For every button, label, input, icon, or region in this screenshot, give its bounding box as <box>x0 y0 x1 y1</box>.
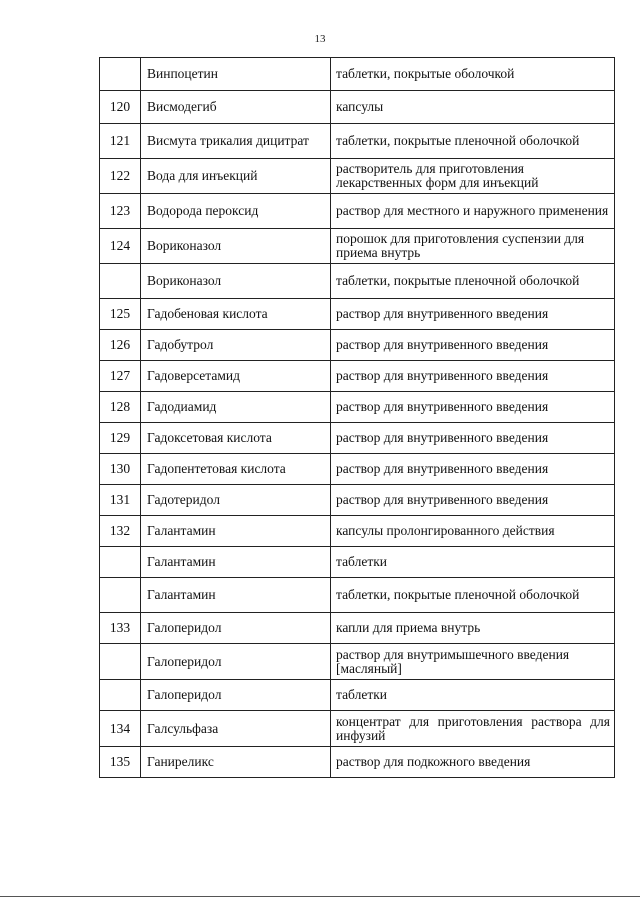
table-row <box>100 680 615 711</box>
drug-name: Гадоксетовая кислота <box>141 423 331 454</box>
dosage-form: порошок для приготовления суспензии для приема внутрь <box>331 229 615 264</box>
table-row <box>100 58 615 91</box>
drug-name: Водорода пероксид <box>141 194 331 229</box>
table-row <box>100 547 615 578</box>
drug-name: Галоперидол <box>141 680 331 711</box>
table-row <box>100 299 615 330</box>
drug-name: Гадобутрол <box>141 330 331 361</box>
table-row <box>100 124 615 159</box>
drug-name: Галоперидол <box>141 644 331 680</box>
row-number: 130 <box>100 454 141 485</box>
dosage-form: раствор для подкожного введения <box>331 747 615 778</box>
dosage-form: таблетки <box>331 547 615 578</box>
row-number <box>100 547 141 578</box>
dosage-form: капсулы <box>331 91 615 124</box>
dosage-form: таблетки, покрытые пленочной оболочкой <box>331 578 615 613</box>
drug-name: Галсульфаза <box>141 711 331 747</box>
drug-name: Гадоверсетамид <box>141 361 331 392</box>
table-row <box>100 392 615 423</box>
table-row <box>100 330 615 361</box>
dosage-form: концентрат для приготовления раствора для инфузий <box>331 711 615 747</box>
row-number: 132 <box>100 516 141 547</box>
row-number <box>100 264 141 299</box>
drug-name: Гадопентетовая кислота <box>141 454 331 485</box>
row-number: 129 <box>100 423 141 454</box>
row-number: 135 <box>100 747 141 778</box>
drug-name: Вориконазол <box>141 264 331 299</box>
table-row <box>100 159 615 194</box>
table-row <box>100 229 615 264</box>
table-row <box>100 516 615 547</box>
row-number <box>100 58 141 91</box>
dosage-form: раствор для внутривенного введения <box>331 361 615 392</box>
table-row <box>100 485 615 516</box>
table-row <box>100 361 615 392</box>
row-number: 134 <box>100 711 141 747</box>
drug-name: Винпоцетин <box>141 58 331 91</box>
drug-table <box>99 57 615 778</box>
dosage-form: таблетки, покрытые пленочной оболочкой <box>331 264 615 299</box>
table-row <box>100 578 615 613</box>
row-number: 126 <box>100 330 141 361</box>
drug-name: Вода для инъекций <box>141 159 331 194</box>
drug-name: Ганиреликс <box>141 747 331 778</box>
dosage-form: таблетки <box>331 680 615 711</box>
table-row <box>100 264 615 299</box>
page-number: 13 <box>314 33 326 45</box>
dosage-form: раствор для внутривенного введения <box>331 299 615 330</box>
drug-name: Галантамин <box>141 547 331 578</box>
table-row <box>100 194 615 229</box>
drug-name: Висмодегиб <box>141 91 331 124</box>
drug-name: Галантамин <box>141 516 331 547</box>
drug-name: Гадотеридол <box>141 485 331 516</box>
row-number: 128 <box>100 392 141 423</box>
row-number <box>100 680 141 711</box>
row-number: 121 <box>100 124 141 159</box>
page-bottom-rule <box>0 896 640 897</box>
drug-name: Висмута трикалия дицитрат <box>141 124 331 159</box>
dosage-form: растворитель для приготовления лекарственных форм для инъекций <box>331 159 615 194</box>
dosage-form: раствор для местного и наружного применения <box>331 194 615 229</box>
dosage-form: раствор для внутримышечного введения [масляный] <box>331 644 615 680</box>
row-number: 123 <box>100 194 141 229</box>
dosage-form: таблетки, покрытые оболочкой <box>331 58 615 91</box>
row-number: 127 <box>100 361 141 392</box>
row-number: 124 <box>100 229 141 264</box>
row-number: 120 <box>100 91 141 124</box>
row-number: 125 <box>100 299 141 330</box>
dosage-form: капсулы пролонгированного действия <box>331 516 615 547</box>
table-row <box>100 91 615 124</box>
table-row <box>100 644 615 680</box>
drug-name: Галоперидол <box>141 613 331 644</box>
dosage-form: раствор для внутривенного введения <box>331 392 615 423</box>
row-number: 131 <box>100 485 141 516</box>
table-row <box>100 613 615 644</box>
dosage-form: капли для приема внутрь <box>331 613 615 644</box>
dosage-form: раствор для внутривенного введения <box>331 330 615 361</box>
dosage-form: раствор для внутривенного введения <box>331 423 615 454</box>
row-number: 133 <box>100 613 141 644</box>
table-row <box>100 747 615 778</box>
table-row <box>100 423 615 454</box>
row-number: 122 <box>100 159 141 194</box>
drug-name: Галантамин <box>141 578 331 613</box>
dosage-form: раствор для внутривенного введения <box>331 454 615 485</box>
dosage-form: таблетки, покрытые пленочной оболочкой <box>331 124 615 159</box>
table-row <box>100 711 615 747</box>
drug-name: Вориконазол <box>141 229 331 264</box>
row-number <box>100 644 141 680</box>
table-row <box>100 454 615 485</box>
dosage-form: раствор для внутривенного введения <box>331 485 615 516</box>
drug-name: Гадобеновая кислота <box>141 299 331 330</box>
row-number <box>100 578 141 613</box>
drug-name: Гадодиамид <box>141 392 331 423</box>
